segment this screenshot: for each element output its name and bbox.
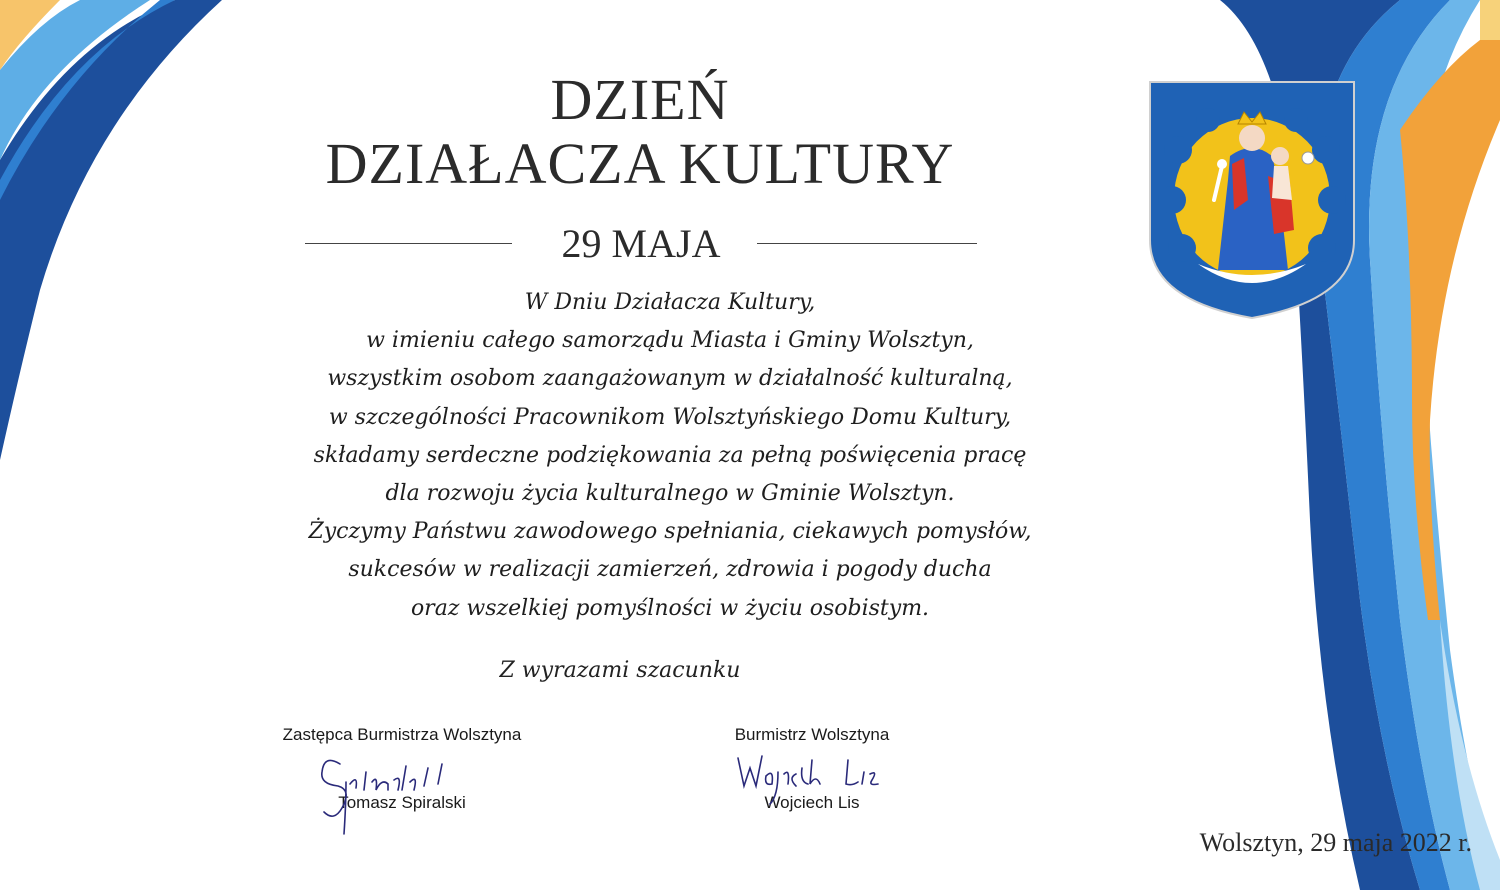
title-line-1: DZIEŃ [550, 67, 730, 132]
date-banner [305, 222, 977, 266]
signature-role: Burmistrz Wolsztyna [734, 725, 890, 744]
date-banner-text: 29 MAJA [561, 221, 721, 266]
handwritten-signature-icon [242, 724, 562, 844]
signature-role: Zastępca Burmistrza Wolsztyna [282, 725, 522, 744]
right-ribbon-yellow [1480, 0, 1500, 40]
body-line: wszystkim osobom zaangażowanym w działalność kulturalną, [327, 366, 1013, 392]
body-line: Życzymy Państwu zawodowego spełniania, ciekawych pomysłów, [308, 519, 1032, 545]
signature-name: Wojciech Lis [764, 793, 860, 812]
body-line: w szczególności Pracownikom Wolsztyńskiego Domu Kultury, [328, 404, 1012, 430]
place-and-date: Wolsztyn, 29 maja 2022 r. [1199, 828, 1472, 857]
signature-block-mayor [652, 724, 972, 814]
signature-block-deputy-mayor [242, 724, 562, 814]
body-line: dla rozwoju życia kulturalnego w Gminie Wolsztyn. [385, 481, 955, 507]
divider-right [757, 243, 977, 244]
coat-of-arms-icon [1148, 80, 1356, 320]
closing-phrase: Z wyrazami szacunku [499, 658, 741, 683]
body-line: składamy serdeczne podziękowania za pełną poświęcenia pracę [313, 442, 1027, 468]
greeting-body [170, 284, 1170, 628]
signature-name: Tomasz Spiralski [338, 793, 466, 812]
title-line-2: DZIAŁACZA KULTURY [325, 131, 955, 196]
body-line: W Dniu Działacza Kultury, [524, 290, 816, 315]
body-line: sukcesów w realizacji zamierzeń, zdrowia i pogody ducha [348, 557, 992, 583]
body-line: oraz wszelkiej pomyślności w życiu osobistym. [410, 595, 930, 621]
body-line: w imieniu całego samorządu Miasta i Gminy Wolsztyn, [366, 328, 974, 354]
handwritten-signature-icon [652, 724, 972, 844]
